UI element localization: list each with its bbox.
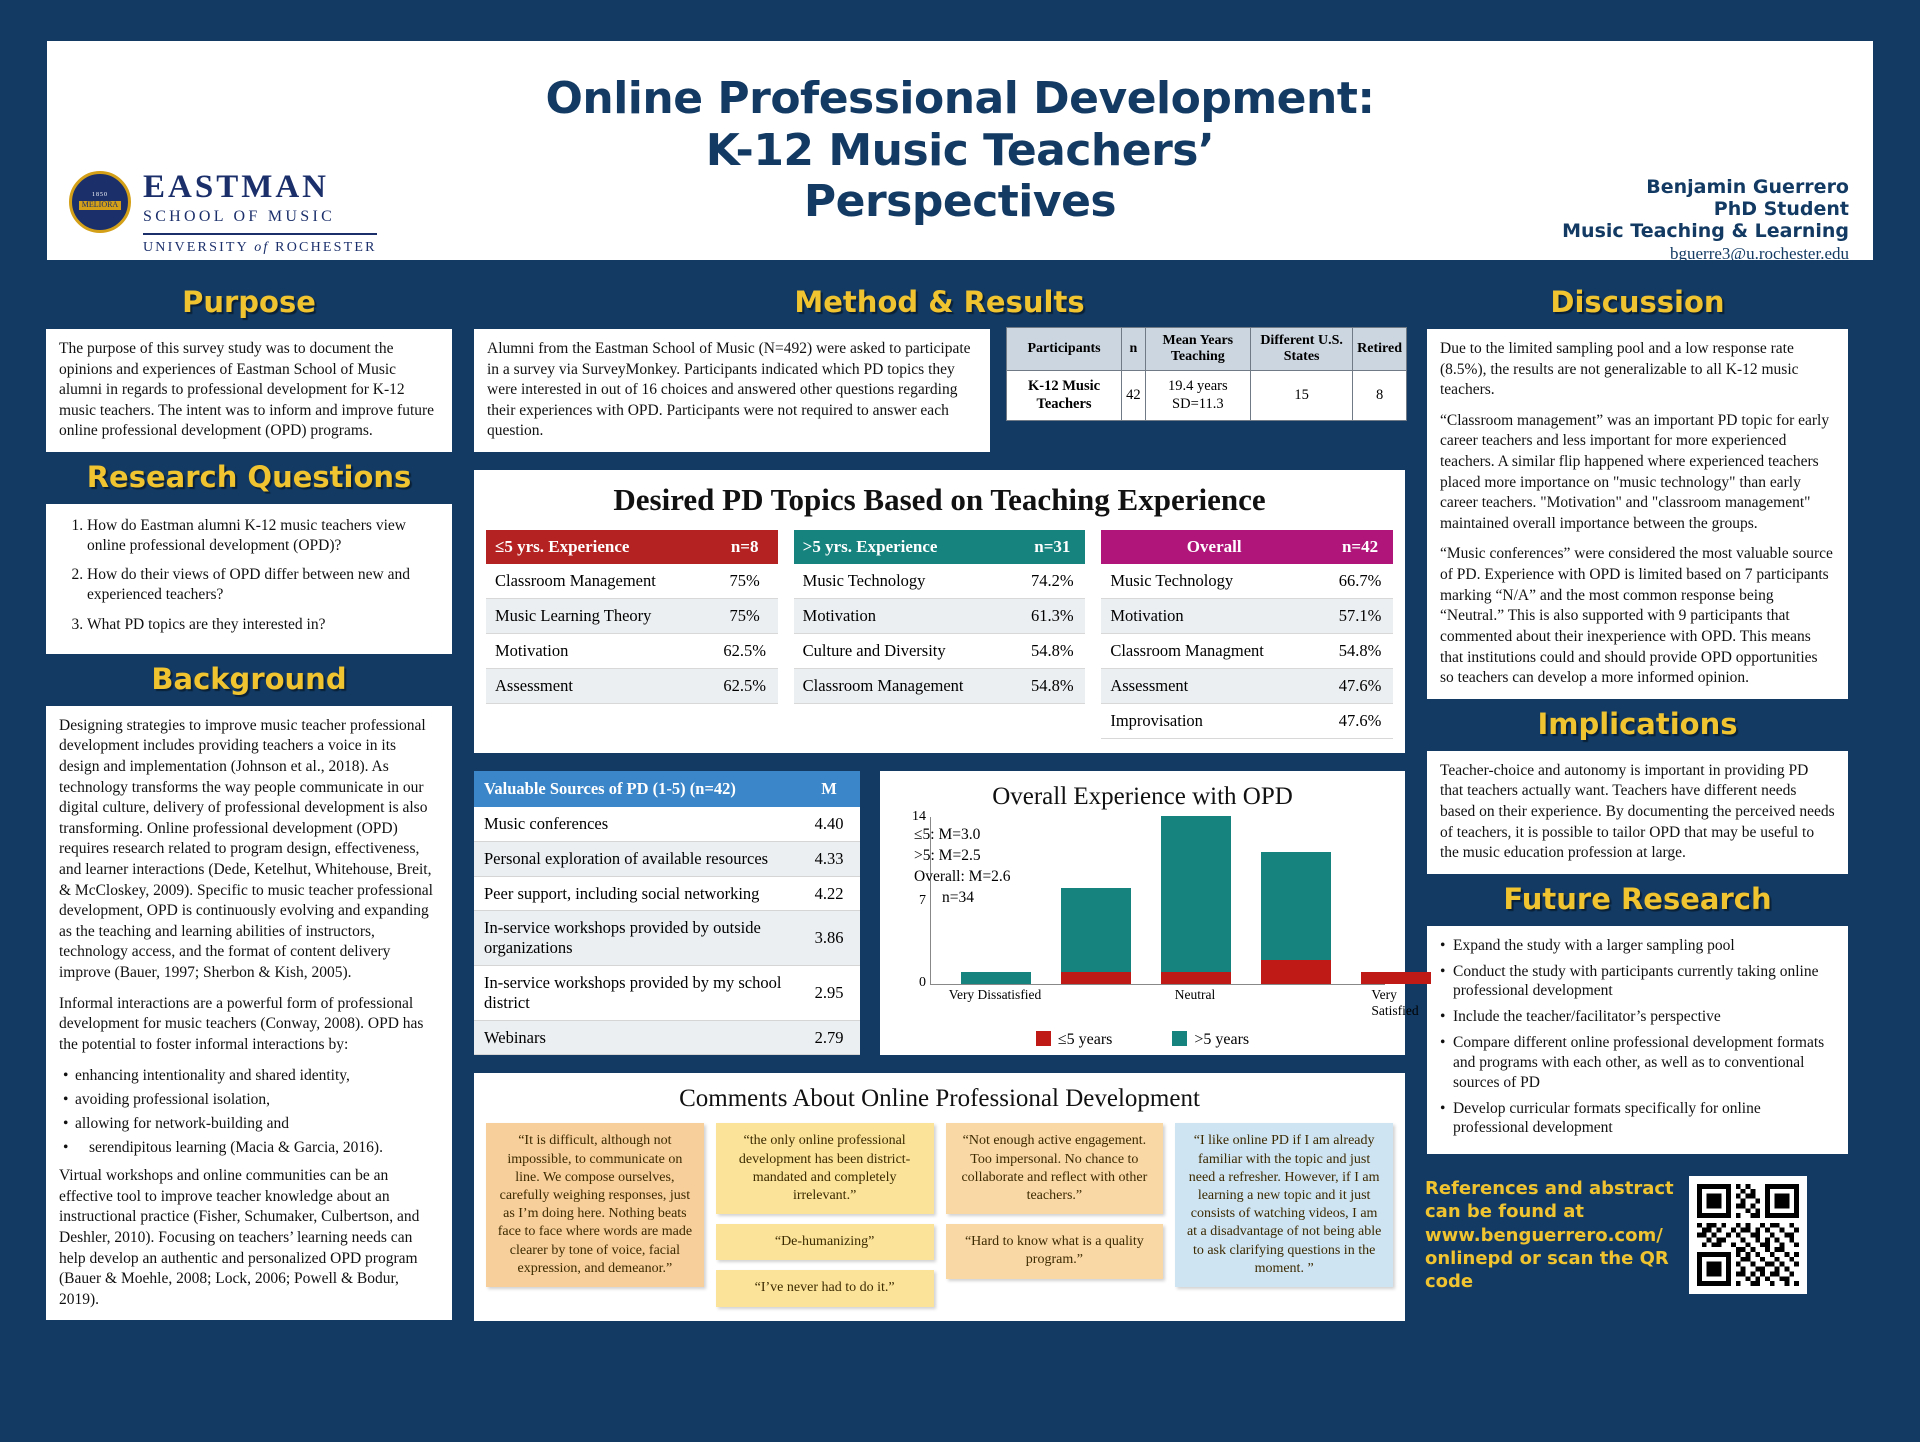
references-block xyxy=(1425,1176,1850,1294)
list-item: • enhancing intentionality and shared identity, xyxy=(63,1066,439,1086)
title-line-2: K-12 Music Teachers’ xyxy=(705,124,1215,176)
references-line-2: can be found at xyxy=(1425,1201,1584,1223)
list-item: • Expand the study with a larger sampling pool xyxy=(1440,936,1835,956)
table-cell: 2.79 xyxy=(798,1020,860,1055)
comments-panel xyxy=(472,1071,1407,1322)
references-line-1: References and abstract xyxy=(1425,1177,1674,1199)
list-item: • Develop curricular formats specifically for online professional development xyxy=(1440,1099,1835,1139)
table-row xyxy=(794,634,1086,669)
table-cell: 62.5% xyxy=(712,634,778,669)
table-cell: 15 xyxy=(1251,371,1353,421)
pd-topics-panel xyxy=(472,468,1407,755)
discussion-box xyxy=(1425,327,1850,701)
logo-line-1: EASTMAN xyxy=(143,169,330,205)
table-row xyxy=(486,669,778,704)
title-line-1: Online Professional Development: xyxy=(545,72,1375,124)
legend-item-under5 xyxy=(1036,1031,1113,1049)
logo-line-3 xyxy=(143,233,377,256)
table-cell: K-12 Music Teachers xyxy=(1007,371,1122,421)
table-cell: 54.8% xyxy=(1327,634,1393,669)
comments-column-3 xyxy=(946,1123,1164,1278)
table-row xyxy=(474,876,860,911)
table-cell: Motivation xyxy=(486,634,712,669)
qr-code-svg xyxy=(1697,1184,1799,1286)
participants-table xyxy=(1006,327,1407,421)
table-cell: Music conferences xyxy=(474,807,798,841)
table-cell: 4.33 xyxy=(798,841,860,876)
table-header-row xyxy=(474,771,860,807)
bar-segment-under5 xyxy=(1261,960,1331,984)
participants-table-wrap xyxy=(1006,327,1407,454)
table-header-row xyxy=(1101,530,1393,564)
table-header-row xyxy=(794,530,1086,564)
table-header-row xyxy=(1007,328,1407,371)
chart-title: Overall Experience with OPD xyxy=(992,783,1293,811)
y-tick-label: 0 xyxy=(919,975,926,991)
eastman-logo xyxy=(69,171,377,256)
table-cell: Assessment xyxy=(1101,669,1327,704)
table-row xyxy=(486,599,778,634)
bar-group xyxy=(1161,816,1231,984)
column-right xyxy=(1425,279,1850,1323)
references-line-3[interactable]: www.benguerrero.com/ xyxy=(1425,1224,1663,1246)
table-row xyxy=(794,599,1086,634)
column-header: Overall xyxy=(1101,530,1327,564)
table-row xyxy=(794,564,1086,599)
table-cell: In-service workshops provided by my school district xyxy=(474,966,798,1021)
column-header-n: n=31 xyxy=(1019,530,1085,564)
chart-legend xyxy=(890,1031,1395,1049)
purpose-text: The purpose of this survey study was to document the opinions and experiences of Eastman School of Music alumni in regards to professional development for K-12 music teachers. The intent was to inform and improve future online professional development (OPD) programs. xyxy=(59,340,435,440)
comments-column-1 xyxy=(486,1123,704,1287)
bar-segment-over5 xyxy=(1061,888,1131,972)
table-cell: Improvisation xyxy=(1101,704,1327,739)
logo-line-2: SCHOOL OF MUSIC xyxy=(143,208,336,225)
table-cell: 75% xyxy=(712,564,778,599)
background-box xyxy=(44,704,454,1323)
pd-topics-tables xyxy=(486,530,1393,739)
purpose-heading: Purpose xyxy=(182,285,316,319)
table-cell: 57.1% xyxy=(1327,599,1393,634)
chart-annotations xyxy=(914,825,1011,909)
author-block xyxy=(1562,176,1849,264)
pd-table-under5 xyxy=(486,530,778,739)
comments-column-4 xyxy=(1175,1123,1393,1287)
table-cell: Music Technology xyxy=(1101,564,1327,599)
table-cell: Webinars xyxy=(474,1020,798,1055)
legend-swatch-icon xyxy=(1036,1031,1051,1046)
x-axis xyxy=(930,987,1419,1019)
method-text: Alumni from the Eastman School of Music (N=492) were asked to participate in a survey via SurveyMonkey. Participants indicated which PD topics they were interested in out of 16 choices and answered other questions regarding their experiences with OPD. Participants were not required to answer each question. xyxy=(487,340,971,440)
bar-segment-over5 xyxy=(1261,852,1331,960)
column-header: >5 yrs. Experience xyxy=(794,530,1020,564)
table-cell: 19.4 years SD=11.3 xyxy=(1145,371,1250,421)
list-item: 3. What PD topics are they interested in? xyxy=(87,615,439,635)
author-name: Benjamin Guerrero xyxy=(1646,176,1849,198)
table-row xyxy=(474,911,860,966)
comment-note: “the only online professional development has been district-mandated and completely irrelevant.” xyxy=(716,1123,934,1214)
bar-group xyxy=(1361,972,1431,984)
method-row xyxy=(472,327,1407,454)
table-header-row xyxy=(486,530,778,564)
column-header: Different U.S. States xyxy=(1251,328,1353,371)
research-questions-heading: Research Questions xyxy=(86,460,412,495)
table-cell: 4.40 xyxy=(798,807,860,841)
logo-wordmark xyxy=(143,171,377,256)
table-cell: 42 xyxy=(1122,371,1146,421)
table-row xyxy=(474,807,860,841)
logo-line-3a: UNIVERSITY xyxy=(143,240,255,255)
annotation: n=34 xyxy=(942,888,974,906)
table-cell: Assessment xyxy=(486,669,712,704)
discussion-paragraph-3: “Music conferences” were considered the most valuable source of PD. Experience with OPD is limited based on 7 participants marking “N/A” and the most common response being “Neutral.” This is also supported with 9 participants that commented about their inexperience with OPD. This means that institutions could and should provide OPD opportunities so teachers can develop a more informed opinion. xyxy=(1440,545,1833,687)
table-cell: Culture and Diversity xyxy=(794,634,1020,669)
bar-segment-under5 xyxy=(1061,972,1131,984)
background-paragraph-1: Designing strategies to improve music teacher professional development includes providing teachers a voice in its design and implementation (Johnson et al., 2018). As technology transforms the way people communicate in our digital culture, delivery of professional development is also transforming. Online professional development (OPD) requires research related to program design, effectiveness, and learner interactions (Dede, Ketelhut, Whitehouse, Breit, & McCloskey, 2009). Specific to music teacher professional development, OPD is continuously evolving and expanding as the teaching and learning abilities of instructors, technology access, and the format of content delivery improve (Bauer, 1997; Sherbon & Kish, 2005). xyxy=(59,716,433,982)
y-tick-label: 7 xyxy=(919,893,926,909)
bar-segment-over5 xyxy=(1161,816,1231,972)
poster-body xyxy=(44,279,1876,1323)
table-cell: In-service workshops provided by outside organizations xyxy=(474,911,798,966)
table-cell: Classroom Management xyxy=(794,669,1020,704)
background-paragraph-2: Informal interactions are a powerful form of professional development for music teachers (Conway, 2008). OPD has the potential to foster informal interactions by: xyxy=(59,994,424,1053)
seal-year: 1850 xyxy=(92,192,108,199)
column-header: ≤5 yrs. Experience xyxy=(486,530,712,564)
comments-title: Comments About Online Professional Development xyxy=(679,1085,1200,1113)
column-header: n xyxy=(1122,328,1146,371)
column-header-mean: M xyxy=(798,771,860,807)
column-header-n: n=8 xyxy=(712,530,778,564)
future-research-heading: Future Research xyxy=(1503,881,1772,916)
y-tick-label: 14 xyxy=(912,809,926,825)
table-row xyxy=(794,669,1086,704)
table-cell: 3.86 xyxy=(798,911,860,966)
discussion-paragraph-2: “Classroom management” was an important PD topic for early career teachers and less important for more experienced teachers. A similar flip happened where experienced teachers placed more importance on "music technology" than early career teachers. "Motivation" and "classroom management" maintained overall importance between the groups. xyxy=(1440,411,1830,532)
future-research-box xyxy=(1425,924,1850,1156)
list-item-continuation: • serendipitous learning (Macia & Garcia, 2016). xyxy=(63,1138,439,1158)
sources-and-chart-row xyxy=(472,769,1419,1057)
comments-columns xyxy=(486,1123,1393,1306)
opd-experience-chart xyxy=(878,769,1419,1057)
x-tick-label: Very Dissatisfied xyxy=(948,987,1042,1003)
legend-label: >5 years xyxy=(1194,1031,1250,1049)
seal-motto: MELIORA xyxy=(79,201,121,210)
bar-group xyxy=(961,972,1031,984)
table-cell: Music Technology xyxy=(794,564,1020,599)
logo-line-3c: ROCHESTER xyxy=(269,240,377,255)
bar-segment-over5 xyxy=(961,972,1031,984)
author-role: PhD Student xyxy=(1713,198,1849,220)
list-item: 1. How do Eastman alumni K-12 music teachers view online professional development (OPD)? xyxy=(87,516,439,556)
table-row xyxy=(1101,564,1393,599)
table-row xyxy=(474,1020,860,1055)
column-middle xyxy=(472,279,1419,1323)
table-row xyxy=(1101,599,1393,634)
column-header: Mean Years Teaching xyxy=(1145,328,1250,371)
research-questions-box xyxy=(44,502,454,656)
comment-note: “De-humanizing” xyxy=(716,1224,934,1260)
title-line-3: Perspectives xyxy=(803,176,1117,228)
author-department: Music Teaching & Learning xyxy=(1562,220,1849,242)
comments-column-2 xyxy=(716,1123,934,1306)
annotation: ≤5: M=3.0 xyxy=(914,826,981,844)
table-cell: Music Learning Theory xyxy=(486,599,712,634)
background-paragraph-3: Virtual workshops and online communities can be an effective tool to improve teacher knowledge about an instructional practice (Fisher, Schumaker, Culbertson, and Deshler, 2010). Focusing on teachers’ learning needs can help develop an authentic and personalized OPD program (Bauer & Moehle, 2008; Lock, 2006; Powell & Bodur, 2019). xyxy=(59,1167,420,1308)
table-cell: 4.22 xyxy=(798,876,860,911)
implications-box xyxy=(1425,749,1850,876)
bar-group xyxy=(1061,888,1131,984)
list-item: • Compare different online professional development formats and programs with each other, as well as to conventional sources of PD xyxy=(1440,1033,1835,1092)
method-box xyxy=(472,327,992,454)
pd-topics-title: Desired PD Topics Based on Teaching Experience xyxy=(613,482,1266,518)
table-cell: 66.7% xyxy=(1327,564,1393,599)
qr-code-icon[interactable] xyxy=(1689,1176,1807,1294)
comment-note: “I like online PD if I am already familiar with the topic and just need a refresher. However, if I am learning a new topic and it just consists of watching videos, I am at a disadvantage of not being able to ask clarifying questions in the moment. ” xyxy=(1175,1123,1393,1287)
discussion-paragraph-1: Due to the limited sampling pool and a low response rate (8.5%), the results are not generalizable to all K-12 music teachers. xyxy=(1440,340,1799,399)
table-cell: 62.5% xyxy=(712,669,778,704)
purpose-box xyxy=(44,327,454,454)
column-header: Participants xyxy=(1007,328,1122,371)
table-cell: Personal exploration of available resources xyxy=(474,841,798,876)
table-cell: Peer support, including social networking xyxy=(474,876,798,911)
table-cell: 75% xyxy=(712,599,778,634)
table-cell: 2.95 xyxy=(798,966,860,1021)
comment-note: “Hard to know what is a quality program.” xyxy=(946,1224,1164,1278)
table-cell: 8 xyxy=(1353,371,1407,421)
column-header: Retired xyxy=(1353,328,1407,371)
x-tick-label: Neutral xyxy=(1174,987,1216,1003)
annotation: >5: M=2.5 xyxy=(914,846,981,864)
table-cell: 54.8% xyxy=(1019,634,1085,669)
references-line-4: onlinepd or scan the QR xyxy=(1425,1247,1669,1269)
background-heading: Background xyxy=(151,661,347,696)
bar-group xyxy=(1261,852,1331,984)
background-bullets xyxy=(59,1066,439,1159)
author-email[interactable]: bguerre3@u.rochester.edu xyxy=(1670,244,1849,263)
table-row xyxy=(1101,669,1393,704)
implications-text: Teacher-choice and autonomy is important in providing PD that teachers actually want. Teachers have different needs based on their experience. By documenting the perceived needs of teachers, it is possible to tailor OPD that may be useful to the music education profession at large. xyxy=(1440,761,1835,862)
table-cell: Motivation xyxy=(1101,599,1327,634)
comment-note: “Not enough active engagement. Too impersonal. No chance to collaborate and reflect with other teachers.” xyxy=(946,1123,1164,1214)
table-row xyxy=(486,564,778,599)
column-left xyxy=(44,279,454,1323)
list-item: • Conduct the study with participants currently taking online professional development xyxy=(1440,962,1835,1002)
future-research-list xyxy=(1440,936,1835,1138)
table-row xyxy=(1007,371,1407,421)
references-line-5: code xyxy=(1425,1271,1474,1293)
list-item: • Include the teacher/facilitator’s perspective xyxy=(1440,1007,1835,1027)
research-questions-list xyxy=(65,516,439,635)
legend-label: ≤5 years xyxy=(1057,1031,1113,1049)
table-cell: Classroom Managment xyxy=(1101,634,1327,669)
references-text xyxy=(1425,1177,1675,1294)
implications-heading: Implications xyxy=(1537,706,1738,741)
table-row xyxy=(474,841,860,876)
pd-table-over5 xyxy=(794,530,1086,739)
table-cell: 61.3% xyxy=(1019,599,1085,634)
list-item: • allowing for network-building and xyxy=(63,1114,439,1134)
bar-segment-under5 xyxy=(1361,972,1431,984)
method-results-heading: Method & Results xyxy=(794,285,1085,319)
chart-plot-area xyxy=(890,809,1419,1019)
annotation: Overall: M=2.6 xyxy=(914,867,1011,885)
poster-header xyxy=(44,38,1876,263)
x-tick-label: Very Satisfied xyxy=(1371,987,1419,1019)
table-row xyxy=(486,634,778,669)
table-row xyxy=(1101,704,1393,739)
table-cell: 47.6% xyxy=(1327,669,1393,704)
table-cell: 74.2% xyxy=(1019,564,1085,599)
list-item: • avoiding professional isolation, xyxy=(63,1090,439,1110)
bar-segment-under5 xyxy=(1161,972,1231,984)
table-cell: 54.8% xyxy=(1019,669,1085,704)
table-cell: Classroom Management xyxy=(486,564,712,599)
comment-note: “I’ve never had to do it.” xyxy=(716,1270,934,1306)
valuable-sources-table xyxy=(474,771,860,1055)
column-header-n: n=42 xyxy=(1327,530,1393,564)
legend-swatch-icon xyxy=(1172,1031,1187,1046)
pd-table-overall xyxy=(1101,530,1393,739)
table-row xyxy=(1101,634,1393,669)
logo-line-3b: of xyxy=(254,240,270,255)
discussion-heading: Discussion xyxy=(1550,285,1725,319)
list-item: 2. How do their views of OPD differ between new and experienced teachers? xyxy=(87,565,439,605)
table-row xyxy=(474,966,860,1021)
table-cell: Motivation xyxy=(794,599,1020,634)
legend-item-over5 xyxy=(1172,1031,1249,1049)
university-seal-icon xyxy=(69,171,131,233)
table-cell: 47.6% xyxy=(1327,704,1393,739)
comment-note: “It is difficult, although not impossible, to communicate on line. We compose ourselves, carefully weighing responses, just as I’m doing here. Nothing beats face to face where words are made clearer by tone of voice, facial expression, and demeanor.” xyxy=(486,1123,704,1287)
valuable-sources-panel xyxy=(472,769,862,1057)
column-header: Valuable Sources of PD (1-5) (n=42) xyxy=(474,771,798,807)
